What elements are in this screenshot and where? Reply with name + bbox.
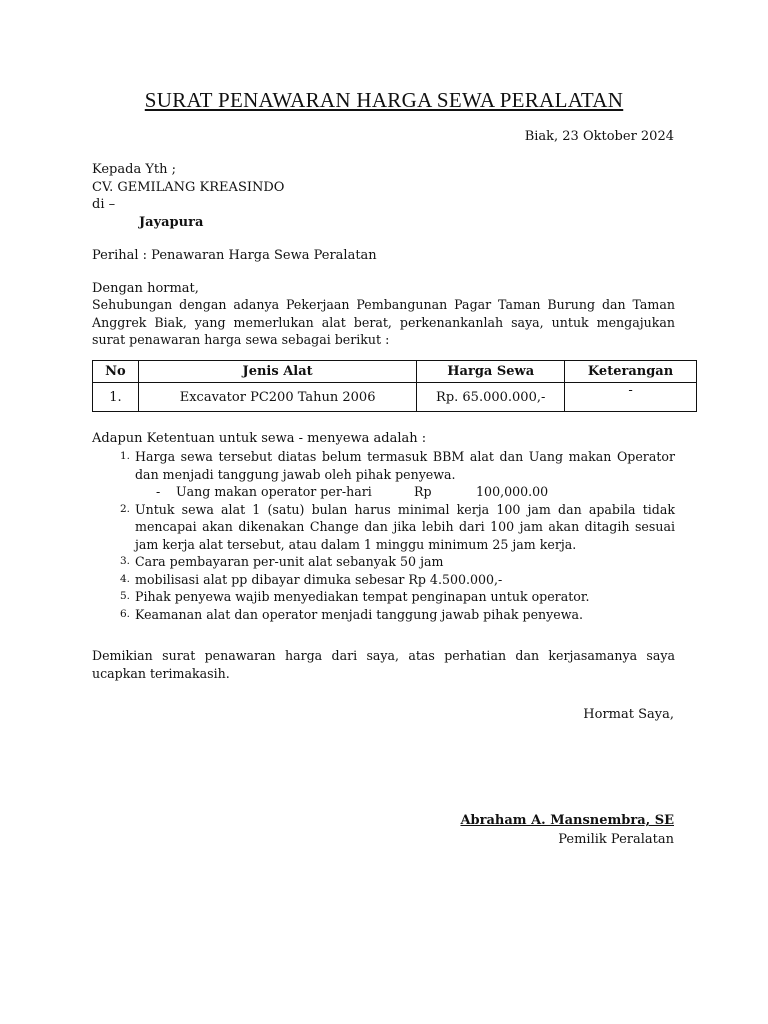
- letter-title: SURAT PENAWARAN HARGA SEWA PERALATAN: [144, 88, 624, 112]
- list-text: Cara pembayaran per-unit alat sebanyak 50 jam: [135, 554, 444, 569]
- list-item: [120, 501, 675, 554]
- terms-list: [120, 448, 675, 623]
- cell-jenis-alat: Excavator PC200 Tahun 2006: [138, 383, 416, 412]
- sub-item-label: Uang makan operator per-hari: [176, 484, 372, 499]
- sub-item-dash: -: [156, 484, 161, 499]
- letter-intro: Sehubungan dengan adanya Pekerjaan Pembangunan Pagar Taman Burung dan Taman Anggrek Biak, yang memerlukan alat berat, perkenankanlah saya, untuk mengajukan surat penawaran harga sewa sebagai berikut :: [92, 297, 675, 347]
- recipient-city: Jayapura: [139, 215, 204, 230]
- recipient-greeting: Kepada Yth ;: [92, 162, 177, 177]
- letter-subject: Perihal : Penawaran Harga Sewa Peralatan: [92, 248, 377, 263]
- table-header-row: [93, 361, 697, 383]
- signer-name: Abraham A. Mansnembra, SE: [460, 813, 674, 828]
- list-number: 4.: [120, 572, 131, 585]
- list-item: [120, 448, 675, 483]
- header-harga-sewa: Harga Sewa: [417, 361, 565, 383]
- cell-harga-sewa: Rp. 65.000.000,-: [417, 383, 565, 412]
- header-no: No: [93, 361, 139, 383]
- list-text: Pihak penyewa wajib menyediakan tempat penginapan untuk operator.: [135, 589, 590, 604]
- list-number: 3.: [120, 555, 131, 567]
- terms-heading: Adapun Ketentuan untuk sewa - menyewa adalah :: [92, 431, 427, 446]
- list-text: Untuk sewa alat 1 (satu) bulan harus minimal kerja 100 jam dan apabila tidak mencapai akan dikenakan Change dan jika lebih dari 100 jam akan ditagih sesuai jam kerja alat tersebut, atau dalam 1 minggu minimum 25 jam kerja.: [135, 501, 675, 552]
- letter-signoff: Hormat Saya,: [583, 707, 674, 722]
- list-number: 5.: [120, 590, 131, 602]
- letter-opening: Dengan hormat,: [92, 281, 199, 296]
- sub-item-currency: Rp: [414, 484, 432, 499]
- sub-item-amount: 100,000.00: [476, 484, 549, 499]
- recipient-at: di –: [92, 197, 116, 212]
- recipient-company: CV. GEMILANG KREASINDO: [92, 180, 285, 195]
- list-number: 1.: [120, 450, 131, 462]
- list-item: [120, 553, 675, 571]
- header-keterangan: Keterangan: [565, 361, 697, 383]
- list-item: [120, 588, 675, 606]
- list-text: Keamanan alat dan operator menjadi tanggung jawab pihak penyewa.: [135, 606, 583, 622]
- cell-no: 1.: [93, 383, 139, 412]
- header-jenis-alat: Jenis Alat: [138, 361, 416, 383]
- rental-table: [92, 360, 697, 412]
- table-row: [93, 383, 697, 412]
- list-number: 2.: [120, 502, 131, 515]
- sub-item: [120, 483, 675, 501]
- list-item: [120, 606, 675, 624]
- list-text: mobilisasi alat pp dibayar dimuka sebesar Rp 4.500.000,-: [135, 571, 503, 587]
- letter-closing: Demikian surat penawaran harga dari saya, atas perhatian dan kerjasamanya saya ucapkan terimakasih.: [92, 648, 675, 681]
- list-number: 6.: [120, 607, 131, 620]
- cell-keterangan: -: [565, 383, 697, 412]
- list-item: [120, 571, 675, 589]
- signer-role: Pemilik Peralatan: [558, 832, 674, 847]
- letter-date: Biak, 23 Oktober 2024: [524, 129, 674, 144]
- list-text: Harga sewa tersebut diatas belum termasuk BBM alat dan Uang makan Operator dan menjadi tanggung jawab oleh pihak penyewa.: [135, 449, 675, 482]
